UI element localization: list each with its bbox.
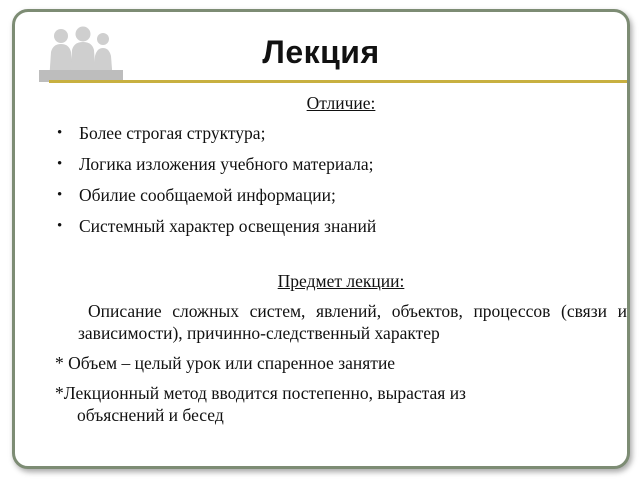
list-item-text: Логика изложения учебного материала; xyxy=(79,154,374,174)
note-method-line2: объяснений и бесед xyxy=(77,405,224,425)
slide-title: Лекция xyxy=(262,34,380,70)
bullet-dot: • xyxy=(57,218,63,234)
list-item xyxy=(55,184,627,206)
bullet-dot: • xyxy=(57,125,63,141)
difference-list xyxy=(55,122,627,237)
note-method xyxy=(55,382,627,426)
list-item xyxy=(55,215,627,237)
list-item xyxy=(55,153,627,175)
list-item-text: Более строгая структура; xyxy=(79,123,266,143)
subtitle-difference: Отличие: xyxy=(306,93,376,113)
slide-content xyxy=(55,92,627,434)
note-volume: * Объем – целый урок или спаренное занятие xyxy=(55,353,396,373)
subject-description: Описание сложных систем, явлений, объектов, процессов (связи и зависимости), причинно-следственный характер xyxy=(78,301,627,343)
subtitle-subject: Предмет лекции: xyxy=(277,271,405,291)
title-underline-rule xyxy=(49,80,627,83)
bullet-dot: • xyxy=(57,156,63,172)
list-item-text: Обилие сообщаемой информации; xyxy=(79,185,336,205)
slide-frame xyxy=(12,9,630,469)
list-item-text: Системный характер освещения знаний xyxy=(79,216,377,236)
bullet-dot: • xyxy=(57,187,63,203)
note-method-line1: *Лекционный метод вводится постепенно, вырастая из xyxy=(55,383,466,403)
list-item xyxy=(55,122,627,144)
